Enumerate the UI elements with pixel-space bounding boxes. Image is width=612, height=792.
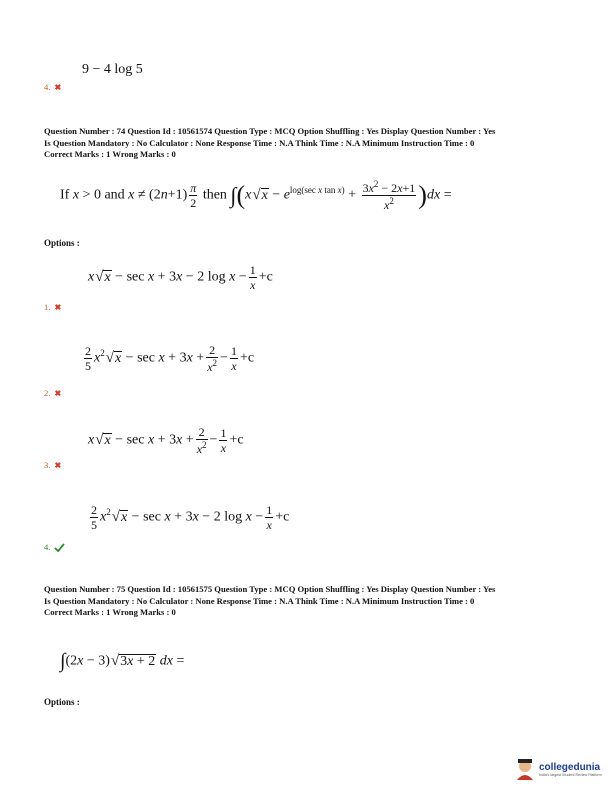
option-number: 1. — [44, 302, 51, 312]
brand-tagline: India's largest Student Review Platform — [539, 772, 602, 777]
options-heading: Options : — [44, 697, 80, 707]
question-75-statement: ∫(2x − 3)√3x + 2 dx = — [60, 650, 185, 672]
previous-option-expression: 9 − 4 log 5 — [82, 62, 143, 77]
wrong-mark-icon: ✖ — [54, 302, 62, 312]
meta-line-2: Is Question Mandatory : No Calculator : None Response Time : N.A Think Time : N.A Minimum Instruction Time : 0 — [44, 595, 475, 606]
option-number: 4. — [44, 542, 51, 552]
marks-line: Correct Marks : 1 Wrong Marks : 0 — [44, 149, 176, 160]
option-number: 3. — [44, 460, 51, 470]
wrong-mark-icon: ✖ — [54, 388, 62, 398]
option-4-label[interactable] — [44, 542, 65, 552]
option-number: 4. — [44, 82, 51, 92]
option-4-expression: $\frac{2}{5}$ $x^2√x - \sec x + 3x - 2$ log x − $\frac{1}{x}$ +c — [91, 503, 290, 532]
student-avatar-icon — [515, 758, 535, 780]
option-1-expression: x√x − sec x + 3x − 2 log x − $\frac{1}{x}$ +c — [88, 263, 273, 292]
options-heading: Options : — [44, 238, 80, 248]
question-74-statement: If x > 0 and x ≠ (2n+1) $\frac{\pi}{2}$ then $\int(x√x - e^{log(sec x tan x)}$ + $\frac{3x^2 - 2x+1}{x^2}$ )dx = — [60, 179, 452, 212]
previous-option-label — [44, 82, 61, 92]
meta-line-2: Is Question Mandatory : No Calculator : None Response Time : N.A Think Time : N.A Minimum Instruction Time : 0 — [44, 137, 475, 148]
option-3-expression: x√x − sec x + 3x + $\frac{2}{x^2}$ − $\frac{1}{x}$ +c — [88, 425, 244, 456]
wrong-mark-icon: ✖ — [54, 460, 62, 470]
option-2-expression: $\frac{2}{5}$ $x^2√x - \sec x + 3x$ + $\frac{2}{x^2}$ − $\frac{1}{x}$ +c — [85, 343, 255, 374]
option-3-label[interactable] — [44, 460, 61, 470]
meta-line-1: Question Number : 75 Question Id : 10561575 Question Type : MCQ Option Shuffling : Yes Display Question Number : Yes — [44, 584, 496, 594]
question-75-meta — [44, 584, 584, 619]
collegedunia-logo — [515, 758, 602, 780]
meta-line-1: Question Number : 74 Question Id : 10561574 Question Type : MCQ Option Shuffling : Yes Display Question Number : Yes — [44, 126, 496, 136]
option-1-label[interactable] — [44, 302, 61, 312]
marks-line: Correct Marks : 1 Wrong Marks : 0 — [44, 607, 176, 618]
correct-check-icon — [54, 543, 65, 552]
option-2-label[interactable] — [44, 388, 61, 398]
option-number: 2. — [44, 388, 51, 398]
question-74-meta — [44, 126, 584, 161]
wrong-mark-icon: ✖ — [54, 82, 62, 92]
brand-name: collegedunia — [539, 761, 601, 773]
